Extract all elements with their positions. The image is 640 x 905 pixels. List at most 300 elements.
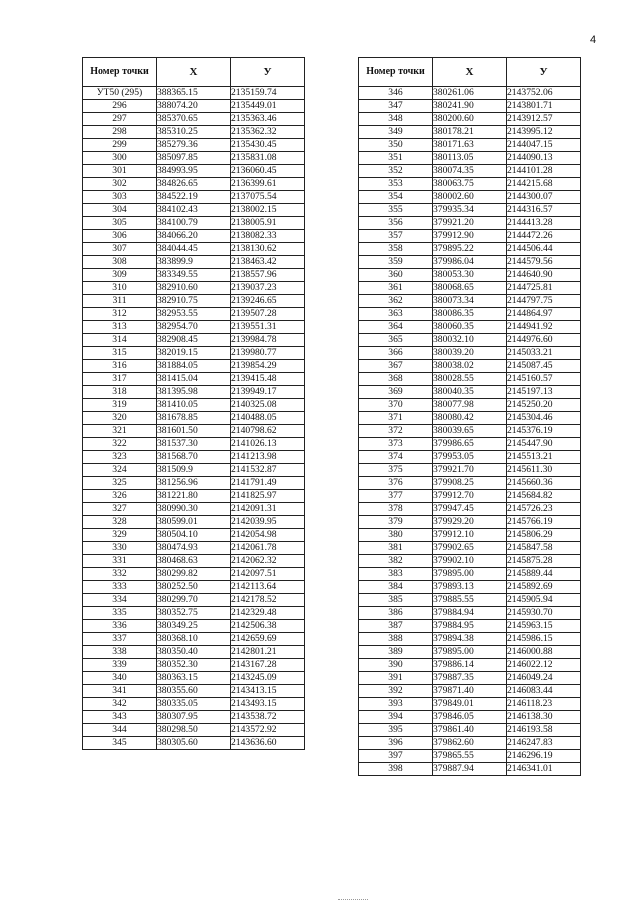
x-coordinate-cell: 381601.50 [157,425,231,438]
table-row [359,516,581,529]
point-number-cell: 317 [83,373,157,386]
point-number-cell: 386 [359,607,433,620]
table-row [83,139,305,152]
point-number-cell: 336 [83,620,157,633]
y-coordinate-cell: 2144101.28 [507,165,581,178]
point-number-cell: 393 [359,698,433,711]
x-coordinate-cell: 379893.13 [433,581,507,594]
y-coordinate-cell: 2146247.83 [507,737,581,750]
table-row [359,165,581,178]
point-number-cell: 321 [83,425,157,438]
y-coordinate-cell: 2145930.70 [507,607,581,620]
table-row [359,737,581,750]
table-row [359,87,581,100]
table-row [359,399,581,412]
table-row [83,633,305,646]
x-coordinate-cell: 379894.38 [433,633,507,646]
table-row [83,529,305,542]
y-coordinate-cell: 2146083.44 [507,685,581,698]
table-row [359,451,581,464]
table-row [359,152,581,165]
table-row [359,269,581,282]
y-coordinate-cell: 2144090.13 [507,152,581,165]
table-row [359,555,581,568]
point-number-cell: 375 [359,464,433,477]
x-coordinate-cell: 384044.45 [157,243,231,256]
scan-artifact [338,899,368,902]
header-row [83,58,305,87]
point-number-cell: 298 [83,126,157,139]
table-body-left [83,87,305,750]
table-row [83,191,305,204]
x-coordinate-cell: 379895.00 [433,568,507,581]
table-row [359,568,581,581]
table-row [359,412,581,425]
x-coordinate-cell: 383349.55 [157,269,231,282]
point-number-cell: 319 [83,399,157,412]
point-number-cell: 340 [83,672,157,685]
point-number-cell: 359 [359,256,433,269]
y-coordinate-cell: 2144047.15 [507,139,581,152]
table-row [83,672,305,685]
table-row [83,204,305,217]
point-number-cell: 303 [83,191,157,204]
point-number-cell: 379 [359,516,433,529]
table-row [359,178,581,191]
point-number-cell: 300 [83,152,157,165]
x-coordinate-cell: 381678.85 [157,412,231,425]
y-coordinate-cell: 2141825.97 [231,490,305,503]
table-row [359,763,581,776]
y-coordinate-cell: 2145889.44 [507,568,581,581]
y-coordinate-cell: 2138463.42 [231,256,305,269]
x-coordinate-cell: 380299.82 [157,568,231,581]
point-number-cell: 314 [83,334,157,347]
table-row [359,308,581,321]
y-coordinate-cell: 2142178.52 [231,594,305,607]
table-row [359,360,581,373]
x-coordinate-cell: 379871.40 [433,685,507,698]
point-number-cell: 345 [83,737,157,750]
x-coordinate-cell: 379849.01 [433,698,507,711]
y-coordinate-cell: 2141791.49 [231,477,305,490]
point-number-cell: 341 [83,685,157,698]
table-row [359,490,581,503]
table-row [83,256,305,269]
x-coordinate-cell: 379884.94 [433,607,507,620]
x-coordinate-cell: 380468.63 [157,555,231,568]
point-number-cell: 396 [359,737,433,750]
table-row [359,230,581,243]
point-number-cell: 323 [83,451,157,464]
point-number-cell: 347 [359,100,433,113]
y-coordinate-cell: 2142091.31 [231,503,305,516]
y-coordinate-cell: 2135430.45 [231,139,305,152]
point-number-cell: 320 [83,412,157,425]
x-coordinate-cell: 379895.00 [433,646,507,659]
point-number-cell: 332 [83,568,157,581]
point-number-cell: 392 [359,685,433,698]
x-coordinate-cell: 380039.65 [433,425,507,438]
x-coordinate-cell: 382910.75 [157,295,231,308]
x-coordinate-cell: 380040.35 [433,386,507,399]
point-number-cell: 315 [83,347,157,360]
x-coordinate-cell: 379886.14 [433,659,507,672]
table-row [83,711,305,724]
y-coordinate-cell: 2142062.32 [231,555,305,568]
table-row [359,126,581,139]
point-number-cell: 361 [359,282,433,295]
table-row [359,464,581,477]
point-number-cell: 357 [359,230,433,243]
header-point-number: Номер точки [83,58,157,87]
y-coordinate-cell: 2144215.68 [507,178,581,191]
y-coordinate-cell: 2145684.82 [507,490,581,503]
table-row [359,139,581,152]
table-row [359,191,581,204]
x-coordinate-cell: 380200.60 [433,113,507,126]
table-row [83,737,305,750]
point-number-cell: 348 [359,113,433,126]
x-coordinate-cell: 379885.55 [433,594,507,607]
y-coordinate-cell: 2145905.94 [507,594,581,607]
table-row [83,87,305,100]
point-number-cell: 360 [359,269,433,282]
point-number-cell: 382 [359,555,433,568]
x-coordinate-cell: 384102.43 [157,204,231,217]
table-row [83,100,305,113]
y-coordinate-cell: 2145726.23 [507,503,581,516]
point-number-cell: 372 [359,425,433,438]
x-coordinate-cell: 379986.04 [433,256,507,269]
x-coordinate-cell: 380305.60 [157,737,231,750]
table-row [359,373,581,386]
x-coordinate-cell: 381537.30 [157,438,231,451]
x-coordinate-cell: 385310.25 [157,126,231,139]
point-number-cell: 398 [359,763,433,776]
x-coordinate-cell: 379953.05 [433,451,507,464]
x-coordinate-cell: 380599.01 [157,516,231,529]
header-point-number: Номер точки [359,58,433,87]
y-coordinate-cell: 2145160.57 [507,373,581,386]
y-coordinate-cell: 2143572.92 [231,724,305,737]
y-coordinate-cell: 2144579.56 [507,256,581,269]
table-row [359,594,581,607]
coordinates-table-right [358,57,581,776]
x-coordinate-cell: 382910.60 [157,282,231,295]
y-coordinate-cell: 2142659.69 [231,633,305,646]
y-coordinate-cell: 2145806.29 [507,529,581,542]
x-coordinate-cell: 379887.35 [433,672,507,685]
table-row [83,555,305,568]
point-number-cell: 337 [83,633,157,646]
x-coordinate-cell: 380252.50 [157,581,231,594]
y-coordinate-cell: 2145892.69 [507,581,581,594]
table-row [359,243,581,256]
point-number-cell: 350 [359,139,433,152]
table-row [359,607,581,620]
point-number-cell: 358 [359,243,433,256]
y-coordinate-cell: 2146000.88 [507,646,581,659]
point-number-cell: 342 [83,698,157,711]
x-coordinate-cell: 385370.65 [157,113,231,126]
point-number-cell: 362 [359,295,433,308]
table-row [359,503,581,516]
x-coordinate-cell: 380352.75 [157,607,231,620]
point-number-cell: 329 [83,529,157,542]
y-coordinate-cell: 2138002.15 [231,204,305,217]
table-row [83,243,305,256]
table-row [83,542,305,555]
y-coordinate-cell: 2142506.38 [231,620,305,633]
table-row [359,347,581,360]
point-number-cell: 397 [359,750,433,763]
point-number-cell: 339 [83,659,157,672]
table-row [83,464,305,477]
point-number-cell: 370 [359,399,433,412]
x-coordinate-cell: 380060.35 [433,321,507,334]
y-coordinate-cell: 2141213.98 [231,451,305,464]
table-row [83,282,305,295]
y-coordinate-cell: 2139949.17 [231,386,305,399]
point-number-cell: 310 [83,282,157,295]
point-number-cell: 366 [359,347,433,360]
table-row [83,594,305,607]
table-row [83,724,305,737]
point-number-cell: 338 [83,646,157,659]
table-row [83,607,305,620]
y-coordinate-cell: 2145611.30 [507,464,581,477]
point-number-cell: 376 [359,477,433,490]
point-number-cell: 343 [83,711,157,724]
y-coordinate-cell: 2135363.46 [231,113,305,126]
point-number-cell: 318 [83,386,157,399]
y-coordinate-cell: 2140798.62 [231,425,305,438]
table-row [359,334,581,347]
table-row [83,425,305,438]
x-coordinate-cell: 380074.35 [433,165,507,178]
page-number: 4 [590,34,597,46]
y-coordinate-cell: 2139246.65 [231,295,305,308]
point-number-cell: 322 [83,438,157,451]
point-number-cell: 356 [359,217,433,230]
x-coordinate-cell: 384522.19 [157,191,231,204]
y-coordinate-cell: 2145376.19 [507,425,581,438]
y-coordinate-cell: 2146118.23 [507,698,581,711]
table-row [359,386,581,399]
point-number-cell: 346 [359,87,433,100]
table-row [359,321,581,334]
table-row [83,698,305,711]
header-y: У [231,58,305,87]
point-number-cell: 331 [83,555,157,568]
point-number-cell: 306 [83,230,157,243]
table-row [359,282,581,295]
y-coordinate-cell: 2146296.19 [507,750,581,763]
table-row [359,477,581,490]
table-row [83,685,305,698]
x-coordinate-cell: 380368.10 [157,633,231,646]
x-coordinate-cell: 382019.15 [157,347,231,360]
x-coordinate-cell: 383899.9 [157,256,231,269]
y-coordinate-cell: 2146022.12 [507,659,581,672]
y-coordinate-cell: 2145087.45 [507,360,581,373]
y-coordinate-cell: 2146193.58 [507,724,581,737]
table-row [359,581,581,594]
point-number-cell: 296 [83,100,157,113]
point-number-cell: 383 [359,568,433,581]
y-coordinate-cell: 2140488.05 [231,412,305,425]
x-coordinate-cell: 380350.40 [157,646,231,659]
x-coordinate-cell: 379902.65 [433,542,507,555]
table-row [83,308,305,321]
y-coordinate-cell: 2144864.97 [507,308,581,321]
point-number-cell: 355 [359,204,433,217]
x-coordinate-cell: 380038.02 [433,360,507,373]
x-coordinate-cell: 379861.40 [433,724,507,737]
table-row [359,659,581,672]
x-coordinate-cell: 381568.70 [157,451,231,464]
point-number-cell: 385 [359,594,433,607]
coordinates-table-left [82,57,305,750]
x-coordinate-cell: 382908.45 [157,334,231,347]
x-coordinate-cell: 379902.10 [433,555,507,568]
x-coordinate-cell: 379865.55 [433,750,507,763]
x-coordinate-cell: 380349.25 [157,620,231,633]
y-coordinate-cell: 2139551.31 [231,321,305,334]
point-number-cell: 313 [83,321,157,334]
y-coordinate-cell: 2142113.64 [231,581,305,594]
point-number-cell: 326 [83,490,157,503]
y-coordinate-cell: 2145513.21 [507,451,581,464]
table-row [83,334,305,347]
y-coordinate-cell: 2145447.90 [507,438,581,451]
y-coordinate-cell: 2138557.96 [231,269,305,282]
x-coordinate-cell: 379912.10 [433,529,507,542]
x-coordinate-cell: 379862.60 [433,737,507,750]
x-coordinate-cell: 380352.30 [157,659,231,672]
y-coordinate-cell: 2143995.12 [507,126,581,139]
point-number-cell: 304 [83,204,157,217]
y-coordinate-cell: 2145197.13 [507,386,581,399]
y-coordinate-cell: 2144300.07 [507,191,581,204]
table-row [359,672,581,685]
table-row [359,711,581,724]
table-row [359,438,581,451]
table-row [83,412,305,425]
x-coordinate-cell: 388365.15 [157,87,231,100]
y-coordinate-cell: 2139854.29 [231,360,305,373]
y-coordinate-cell: 2135159.74 [231,87,305,100]
point-number-cell: 299 [83,139,157,152]
y-coordinate-cell: 2142054.98 [231,529,305,542]
y-coordinate-cell: 2142329.48 [231,607,305,620]
y-coordinate-cell: 2140325.08 [231,399,305,412]
point-number-cell: 309 [83,269,157,282]
y-coordinate-cell: 2145875.28 [507,555,581,568]
y-coordinate-cell: 2135831.08 [231,152,305,165]
table-row [83,165,305,178]
table-row [83,113,305,126]
y-coordinate-cell: 2145033.21 [507,347,581,360]
table-row [83,568,305,581]
y-coordinate-cell: 2145250.20 [507,399,581,412]
point-number-cell: 390 [359,659,433,672]
x-coordinate-cell: 380077.98 [433,399,507,412]
x-coordinate-cell: 380178.21 [433,126,507,139]
y-coordinate-cell: 2144797.75 [507,295,581,308]
x-coordinate-cell: 380053.30 [433,269,507,282]
point-number-cell: 365 [359,334,433,347]
y-coordinate-cell: 2143413.15 [231,685,305,698]
table-row [83,659,305,672]
point-number-cell: 334 [83,594,157,607]
x-coordinate-cell: 380086.35 [433,308,507,321]
x-coordinate-cell: 384066.20 [157,230,231,243]
y-coordinate-cell: 2136399.61 [231,178,305,191]
y-coordinate-cell: 2141532.87 [231,464,305,477]
x-coordinate-cell: 381256.96 [157,477,231,490]
x-coordinate-cell: 379912.70 [433,490,507,503]
y-coordinate-cell: 2144976.60 [507,334,581,347]
table-row [83,178,305,191]
y-coordinate-cell: 2145986.15 [507,633,581,646]
point-number-cell: 333 [83,581,157,594]
header-x: X [433,58,507,87]
table-row [83,321,305,334]
point-number-cell: 374 [359,451,433,464]
point-number-cell: 394 [359,711,433,724]
x-coordinate-cell: 380032.10 [433,334,507,347]
y-coordinate-cell: 2135449.01 [231,100,305,113]
x-coordinate-cell: 380261.06 [433,87,507,100]
x-coordinate-cell: 380504.10 [157,529,231,542]
y-coordinate-cell: 2138130.62 [231,243,305,256]
x-coordinate-cell: 384993.95 [157,165,231,178]
table-row [359,100,581,113]
y-coordinate-cell: 2144725.81 [507,282,581,295]
y-coordinate-cell: 2138005.91 [231,217,305,230]
x-coordinate-cell: 381395.98 [157,386,231,399]
table-row [359,633,581,646]
table-row [83,646,305,659]
y-coordinate-cell: 2138082.33 [231,230,305,243]
y-coordinate-cell: 2137075.54 [231,191,305,204]
point-number-cell: 301 [83,165,157,178]
point-number-cell: 351 [359,152,433,165]
table-row [359,620,581,633]
x-coordinate-cell: 380073.34 [433,295,507,308]
x-coordinate-cell: 380068.65 [433,282,507,295]
point-number-cell: 378 [359,503,433,516]
y-coordinate-cell: 2146049.24 [507,672,581,685]
y-coordinate-cell: 2142801.21 [231,646,305,659]
table-row [83,230,305,243]
point-number-cell: 312 [83,308,157,321]
table-row [359,698,581,711]
x-coordinate-cell: 379921.70 [433,464,507,477]
x-coordinate-cell: 379908.25 [433,477,507,490]
table-row [359,724,581,737]
y-coordinate-cell: 2143636.60 [231,737,305,750]
table-row [83,126,305,139]
y-coordinate-cell: 2144413.28 [507,217,581,230]
point-number-cell: 316 [83,360,157,373]
point-number-cell: 349 [359,126,433,139]
point-number-cell: 297 [83,113,157,126]
y-coordinate-cell: 2144640.90 [507,269,581,282]
x-coordinate-cell: 379947.45 [433,503,507,516]
